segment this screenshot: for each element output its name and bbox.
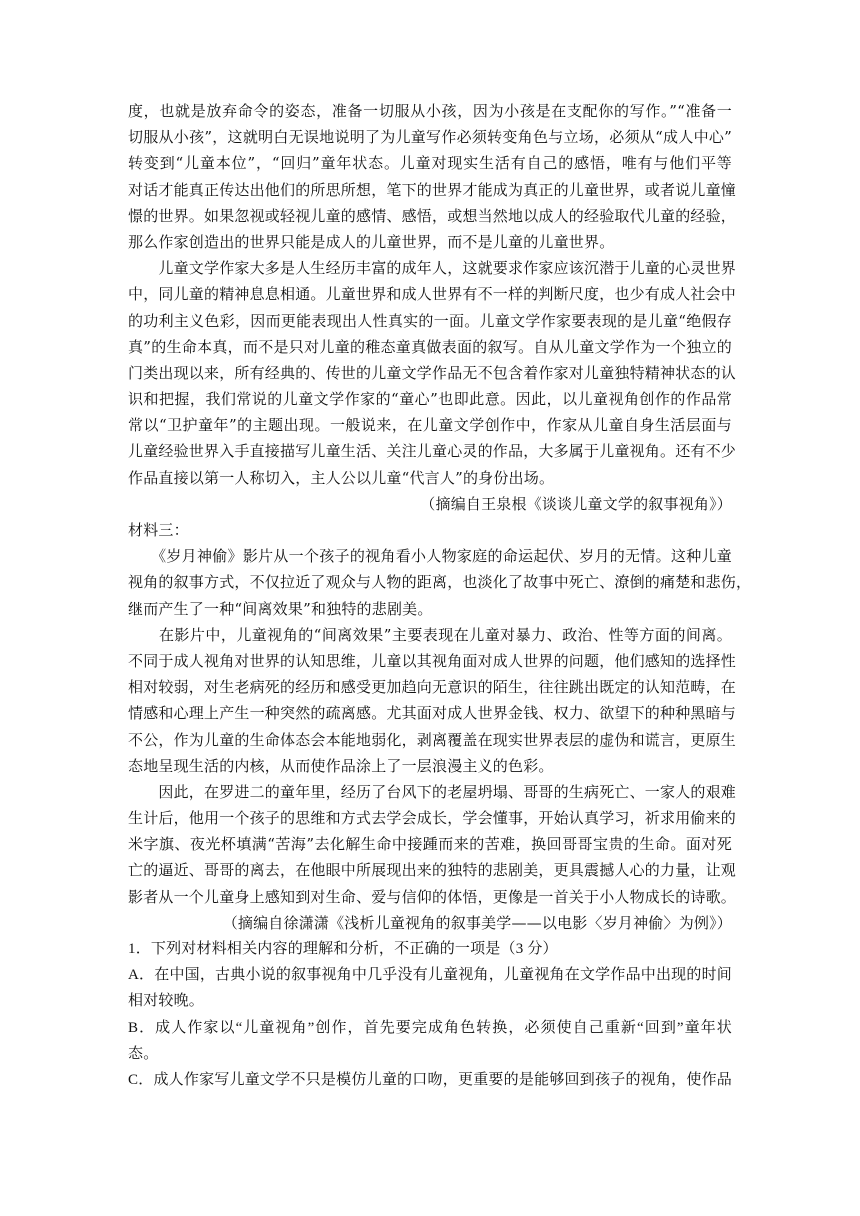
text-line: 憬的世界。如果忽视或轻视儿童的感情、感悟，或想当然地以成人的经验取代儿童的经验， xyxy=(128,206,737,225)
text-line: 转变到“儿童本位”，“回归”童年状态。儿童对现实生活有自己的感悟，唯有与他们平等 xyxy=(128,154,732,173)
text-line: 视角的叙事方式，不仅拉近了观众与人物的距离，也淡化了故事中死亡、潦倒的痛楚和悲伤， xyxy=(128,573,752,592)
text-line: 真”的生命本真，而不是只对儿童的稚态童真做表面的叙写。自从儿童文学作为一个独立的 xyxy=(128,337,732,356)
text-line: 儿童经验世界入手直接描写儿童生活、关注儿童心灵的作品，大多属于儿童视角。还有不少 xyxy=(128,442,737,461)
option-c xyxy=(128,1067,732,1093)
question-stem: 1．下列对材料相关内容的理解和分析，不正确的一项是（3 分） xyxy=(128,941,558,957)
source-citation-material3: （摘编自徐潇潇《浅析儿童视角的叙事美学——以电影〈岁月神偷〉为例》） xyxy=(222,913,732,932)
text-line: 对话才能真正传达出他们的所思所想，笔下的世界才能成为真正的儿童世界，或者说儿童憧 xyxy=(128,180,737,199)
text-line: 在影片中，儿童视角的“间离效果”主要表现在儿童对暴力、政治、性等方面的间离。 xyxy=(128,625,732,644)
text-line: 相对较弱，对生老病死的经历和感受更加趋向无意识的陌生，往往跳出既定的认知范畴，在 xyxy=(128,678,737,697)
text-line: 态地呈现生活的内核，从而使作品涂上了一层浪漫主义的色彩。 xyxy=(128,756,554,775)
text-line: 那么作家创造出的世界只能是成人的儿童世界，而不是儿童的儿童世界。 xyxy=(128,232,615,251)
material3-heading: 材料三： xyxy=(128,521,189,539)
text-line: 不同于成人视角对世界的认知思维，儿童以其视角面对成人世界的问题，他们感知的选择性 xyxy=(128,651,737,670)
option-a xyxy=(128,962,732,1014)
question-1 xyxy=(128,936,732,1093)
text-line: 米字旗、夜光杯填满“苦海”去化解生命中接踵而来的苦难，换回哥哥宝贵的生命。面对死 xyxy=(128,835,732,854)
text-line: 识和把握，我们常说的儿童文学作家的“童心”也即此意。因此，以儿童视角创作的作品常 xyxy=(128,390,732,409)
source-citation-material2: （摘编自王泉根《谈谈儿童文学的叙事视角》） xyxy=(420,494,732,513)
text-line: 中，同儿童的精神息息相通。儿童世界和成人世界有不一样的判断尺度，也少有成人社会中 xyxy=(128,285,737,304)
paragraph-material3-part3 xyxy=(128,779,737,910)
option-b xyxy=(128,1015,732,1067)
text-line: 不公，作为儿童的生命体态会本能地弱化，剥离覆盖在现实世界表层的虚伪和谎言，更原生 xyxy=(128,730,737,749)
text-line: 切服从小孩”，这就明白无误地说明了为儿童写作必须转变角色与立场，必须从“成人中心” xyxy=(128,128,732,147)
text-line: 度，也就是放弃命令的姿态，准备一切服从小孩，因为小孩是在支配你的写作。”“准备一 xyxy=(128,102,732,120)
text-line: 常以“卫护童年”的主题出现。一般说来，在儿童文学创作中，作家从儿童自身生活层面与 xyxy=(128,416,732,435)
paragraph-material2-part1 xyxy=(128,98,737,255)
text-line: 的功利主义色彩，因而更能表现出人性真实的一面。儿童文学作家要表现的是儿童“绝假存 xyxy=(128,311,732,330)
option-text-line: B．成人作家以“儿童视角”创作，首先要完成角色转换，必须使自己重新“回到”童年状 xyxy=(128,1019,732,1036)
text-line: 因此，在罗进二的童年里，经历了台风下的老屋坍塌、哥哥的生病死亡、一家人的艰难 xyxy=(128,782,737,801)
option-text-line: 态。 xyxy=(128,1045,159,1062)
document-body xyxy=(128,98,752,1093)
paragraph-material3-part1 xyxy=(128,543,752,622)
text-line: 亡的逼近、哥哥的离去，在他眼中所展现出来的独特的悲剧美，更具震撼人心的力量，让观 xyxy=(128,861,737,880)
option-text-line: 相对较晚。 xyxy=(128,993,205,1010)
text-line: 作品直接以第一人称切入，主人公以儿童“代言人”的身份出场。 xyxy=(128,468,555,487)
text-line: 情感和心理上产生一种突然的疏离感。尤其面对成人世界金钱、权力、欲望下的种种黑暗与 xyxy=(128,704,737,723)
text-line: 儿童文学作家大多是人生经历丰富的成年人，这就要求作家应该沉潜于儿童的心灵世界 xyxy=(128,259,737,278)
option-text-line: C．成人作家写儿童文学不只是模仿儿童的口吻，更重要的是能够回到孩子的视角，使作品 xyxy=(128,1071,732,1088)
text-line: 门类出现以来，所有经典的、传世的儿童文学作品无不包含着作家对儿童独特精神状态的认 xyxy=(128,363,737,382)
option-text-line: A．在中国，古典小说的叙事视角中几乎没有儿童视角，儿童视角在文学作品中出现的时间 xyxy=(128,967,732,984)
text-line: 生计后，他用一个孩子的思维和方式去学会成长，学会懂事，开始认真学习，祈求用偷来的 xyxy=(128,809,737,828)
text-line: 影者从一个儿童身上感知到对生命、爱与信仰的体悟，更像是一首关于小人物成长的诗歌。 xyxy=(128,887,737,906)
paragraph-material3-part2 xyxy=(128,622,737,779)
text-line: 继而产生了一种“间离效果”和独特的悲剧美。 xyxy=(128,599,433,618)
text-line: 《岁月神偷》影片从一个孩子的视角看小人物家庭的命运起伏、岁月的无情。这种儿童 xyxy=(128,547,732,566)
paragraph-material2-part2 xyxy=(128,255,737,491)
